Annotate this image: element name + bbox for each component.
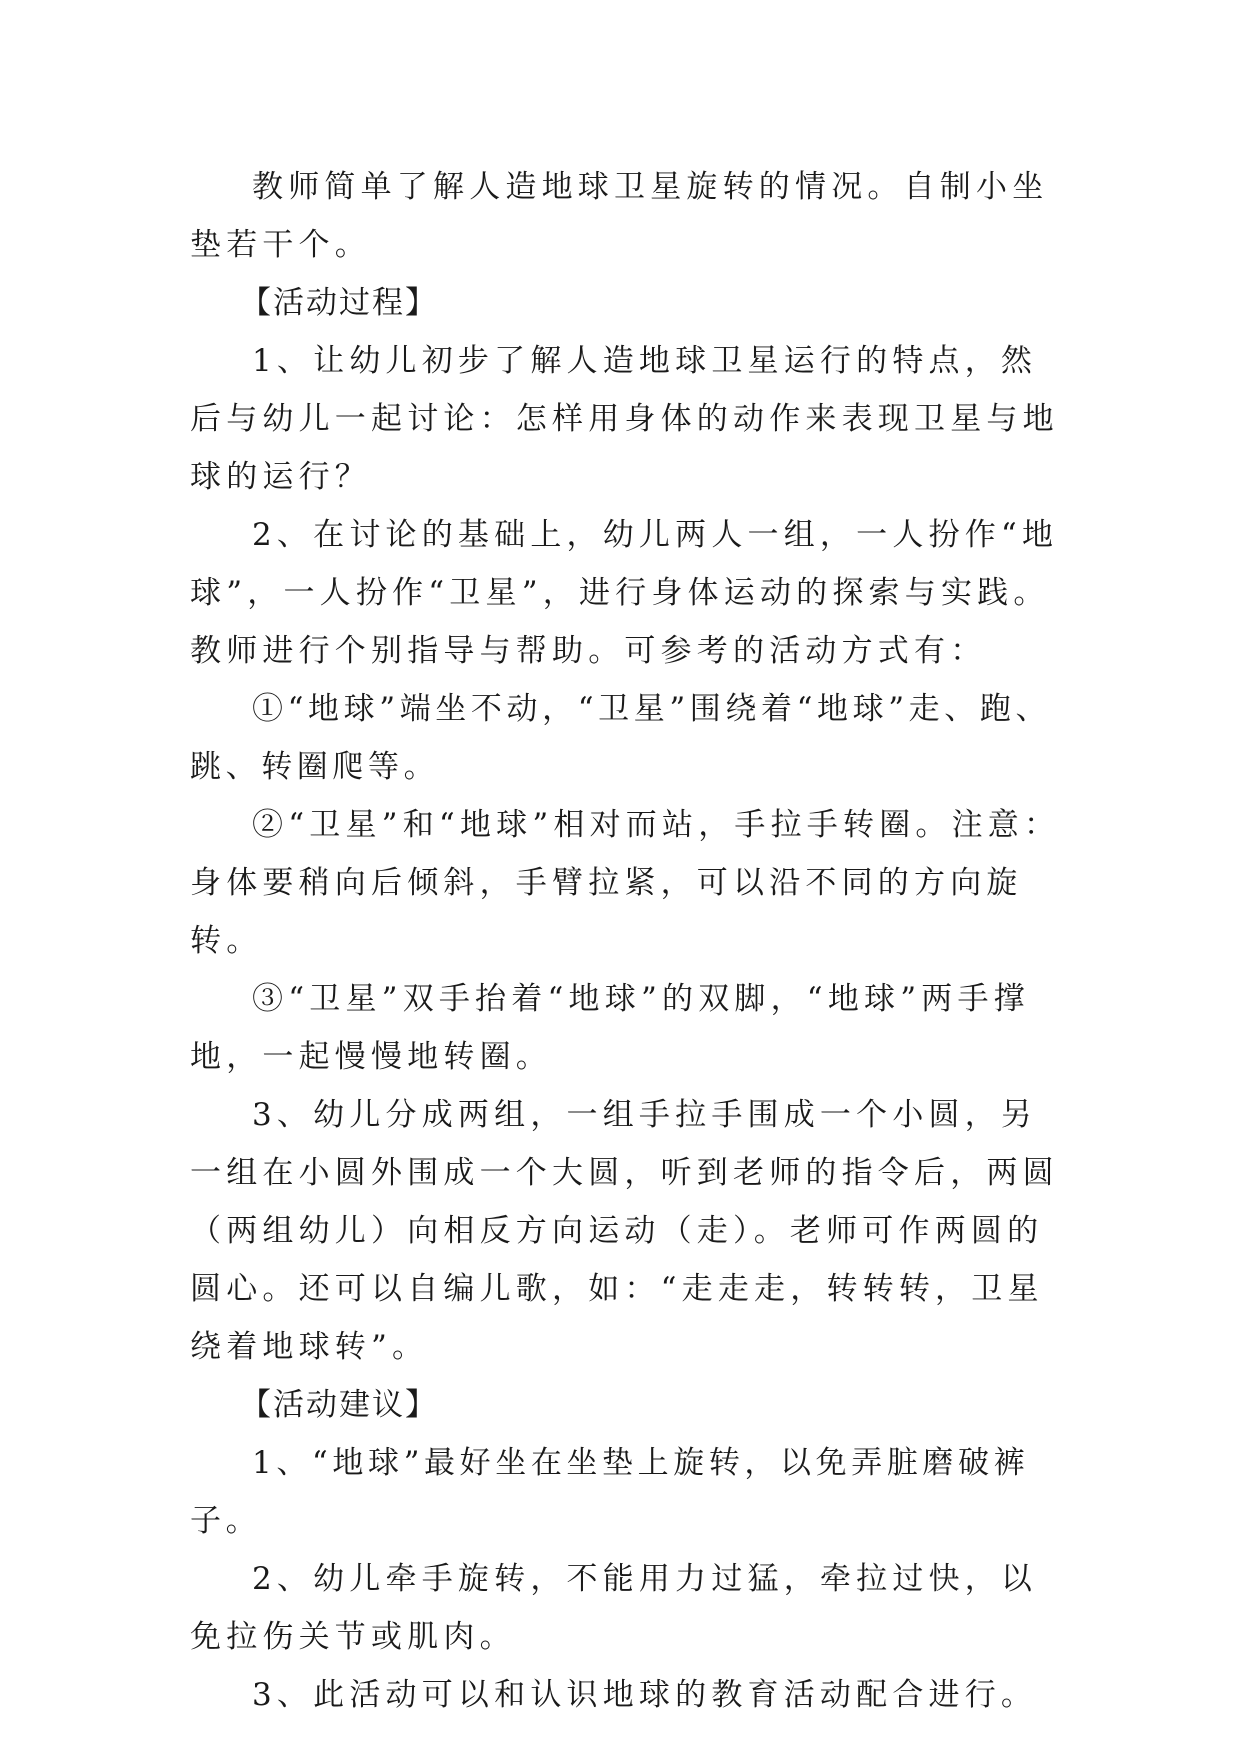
paragraph-suggestion-2: 2、幼儿牵手旋转，不能用力过猛，牵拉过快，以免拉伤关节或肌肉。	[190, 1561, 1038, 1655]
paragraph-method-1: ①“地球”端坐不动，“卫星”围绕着“地球”走、跑、跳、转圈爬等。	[190, 691, 1052, 785]
paragraph-method-2: ②“卫星”和“地球”相对而站，手拉手转圈。注意：身体要稍向后倾斜，手臂拉紧，可以沿不同的方向旋转。	[190, 807, 1061, 959]
paragraph-step-2: 2、在讨论的基础上，幼儿两人一组，一人扮作“地球”，一人扮作“卫星”，进行身体运动的探索与实践。教师进行个别指导与帮助。可参考的活动方式有：	[190, 517, 1059, 669]
heading-activity-process: 【活动过程】	[240, 285, 438, 321]
paragraph-suggestion-3: 3、此活动可以和认识地球的教育活动配合进行。	[252, 1677, 1038, 1713]
heading-activity-suggestions: 【活动建议】	[240, 1387, 438, 1423]
paragraph-step-1: 1、让幼儿初步了解人造地球卫星运行的特点，然后与幼儿一起讨论：怎样用身体的动作来表现卫星与地球的运行？	[190, 343, 1059, 495]
document-page	[190, 158, 1070, 1724]
paragraph-suggestion-1: 1、“地球”最好坐在坐垫上旋转，以免弄脏磨破裤子。	[190, 1445, 1030, 1539]
paragraph-preparation: 教师简单了解人造地球卫星旋转的情况。自制小坐垫若干个。	[190, 169, 1049, 263]
paragraph-step-3: 3、幼儿分成两组，一组手拉手围成一个小圆，另一组在小圆外围成一个大圆，听到老师的指令后，两圆（两组幼儿）向相反方向运动（走）。老师可作两圆的圆心。还可以自编儿歌，如：“走走走，转转转，卫星绕着地球转”。	[190, 1097, 1059, 1365]
paragraph-method-3: ③“卫星”双手抬着“地球”的双脚，“地球”两手撑地，一起慢慢地转圈。	[190, 981, 1030, 1075]
